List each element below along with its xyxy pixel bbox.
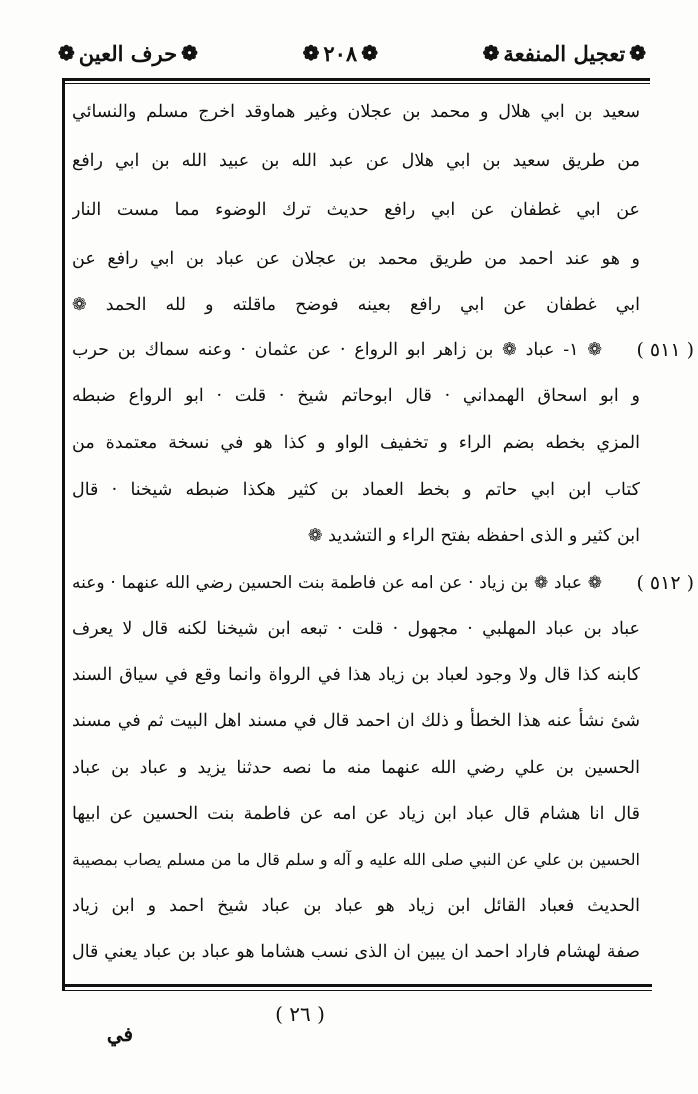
ornament-icon: ❁: [629, 41, 646, 65]
frame-bottom-thin-rule: [62, 990, 652, 991]
header-right-title: [483, 41, 646, 66]
text-line: عباد بن عباد المهلبي · مجهول · قلت · تبعه ابن شيخنا لكنه قال لا يعرف: [72, 619, 640, 639]
ornament-icon: ❁: [302, 41, 320, 65]
text-line: الحديث فعباد القائل ابن زياد هو عباد بن عباد شيخ احمد و ابن زياد: [72, 896, 640, 916]
text-line: سعيد بن ابي هلال و محمد بن عجلان وغير هماوقد اخرج مسلم والنسائي: [72, 102, 640, 122]
frame-top-rule: [62, 78, 650, 81]
entry-number-512: ( ٥١٢ ): [636, 572, 694, 594]
header-page-number: [303, 41, 378, 66]
ornament-icon: ❁: [361, 41, 378, 65]
frame-bottom-rule: [62, 984, 652, 987]
ornament-icon: ❁: [482, 41, 500, 65]
header-page-number-text: ٢٠٨: [323, 40, 358, 66]
text-line: من طريق سعيد بن ابي هلال عن عبد الله بن عبيد الله بن ابي رافع: [72, 151, 640, 171]
entry-heading-line: ❁ ١- عباد ❁ بن زاهر ابو الرواع · عن عثمان · وعنه سماك بن حرب: [72, 340, 602, 360]
entry-heading-line: ❁ عباد ❁ بن زياد · عن امه عن فاطمة بنت الحسين رضي الله عنهما · وعنه: [72, 573, 602, 593]
text-line: و ابو اسحاق الهمداني · قال ابوحاتم شيخ · قلت · ابو الرواع ضبطه: [72, 386, 640, 406]
page-header: [58, 32, 646, 74]
ornament-icon: ❁: [58, 41, 75, 65]
text-line: الحسين بن علي رضي الله عنهما منه ما نصه حدثنا يزيد و عباد بن عباد: [72, 758, 640, 778]
header-book-title: تعجيل المنفعة: [503, 40, 626, 66]
footer-page-number: ( ٢٦ ): [275, 1002, 325, 1026]
text-line: شئ نشأ عنه هذا الخطأ و ذلك ان احمد قال في مسند اهل البيت ثم في مسند: [72, 711, 640, 731]
text-line: كابنه كذا قال ولا وجود لعباد بن زياد هذا في الرواة وانما وقع في سياق السند: [72, 665, 640, 685]
text-line: كتاب ابن ابي حاتم و بخط العماد بن كثير هكذا ضبطه شيخنا · قال: [72, 480, 640, 500]
entry-number-511: ( ٥١١ ): [636, 339, 694, 361]
text-line: المزي بخطه بضم الراء و تخفيف الواو و كذا هو في نسخة معتمدة من: [72, 433, 640, 453]
text-line: صفة لهشام فاراد احمد ان يبين ان الذى نسب هشاما هو عباد بن عباد يعني قال: [72, 942, 640, 962]
header-left-title: [58, 41, 198, 66]
text-line: عن ابي غطفان عن ابي رافع حديث ترك الوضوء مما مست النار: [72, 200, 640, 220]
text-line: ابي غطفان عن ابي رافع بعينه فوضح ماقلته و لله الحمد ❁: [72, 295, 640, 315]
frame-left-rule: [62, 78, 65, 990]
frame-top-thin-rule: [62, 83, 650, 84]
ornament-icon: ❁: [181, 41, 198, 65]
text-line: ابن كثير و الذى احفظه بفتح الراء و التشديد ❁: [307, 526, 640, 546]
text-line: و هو عند احمد من طريق محمد بن عجلان عن عباد بن ابي رافع عن: [72, 249, 640, 269]
catchword: في: [106, 1022, 134, 1046]
text-line: قال انا هشام قال عباد ابن زياد عن امه عن فاطمة بنت الحسين عن ابيها: [72, 804, 640, 824]
header-chapter-title: حرف العين: [78, 40, 178, 66]
text-line: الحسين بن علي عن النبي صلى الله عليه و آله و سلم قال ما من مسلم يصاب بمصيبة: [72, 850, 640, 869]
